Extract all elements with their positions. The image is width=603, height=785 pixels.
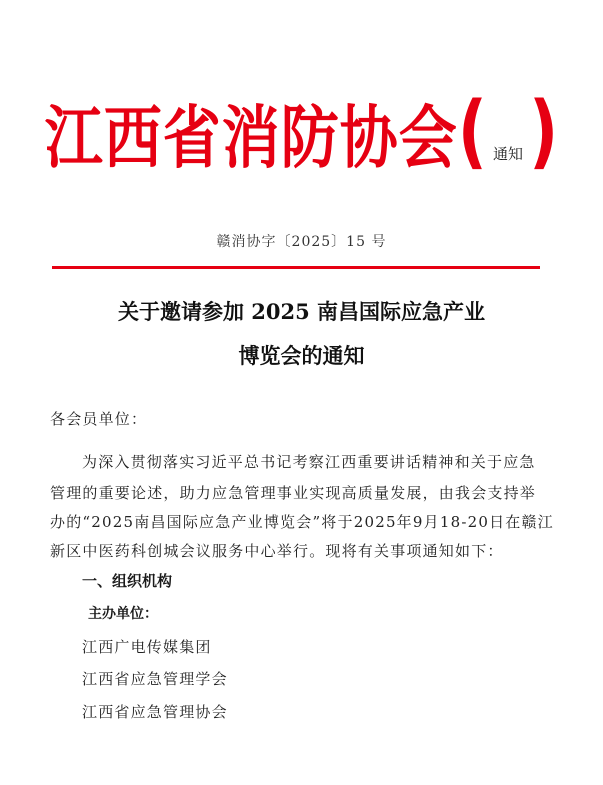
organizer-item: 江西省应急管理学会 <box>82 670 228 688</box>
organizer-item: 江西省应急管理协会 <box>82 703 228 721</box>
letterhead-doc-type: 通知 <box>493 145 524 163</box>
section-heading: 一、组织机构 <box>82 572 173 590</box>
letterhead-paren-close: ) <box>529 85 559 179</box>
salutation: 各会员单位： <box>50 410 148 428</box>
red-divider-line <box>52 266 540 269</box>
document-number: 赣消协字〔2025〕15 号 <box>216 234 387 250</box>
document-title-line-1: 关于邀请参加 2025 南昌国际应急产业 <box>117 299 486 324</box>
letterhead <box>0 72 603 179</box>
body-paragraph-line: 办的“2025南昌国际应急产业博览会”将于2025年9月18-20日在赣江 <box>50 513 554 531</box>
organizer-item: 江西广电传媒集团 <box>82 638 212 656</box>
body-paragraph-line: 为深入贯彻落实习近平总书记考察江西重要讲话精神和关于应急 <box>82 453 536 471</box>
document-title-line-2: 博览会的通知 <box>238 343 365 368</box>
body-paragraph-line: 管理的重要论述，助力应急管理事业实现高质量发展，由我会支持举 <box>50 484 537 502</box>
sub-heading-organizer: 主办单位： <box>88 606 158 622</box>
letterhead-paren-open: ( <box>457 85 487 179</box>
body-paragraph-line: 新区中医药科创城会议服务中心举行。现将有关事项通知如下： <box>50 542 504 560</box>
letterhead-org-name: 江西省消防协会 <box>44 97 458 178</box>
